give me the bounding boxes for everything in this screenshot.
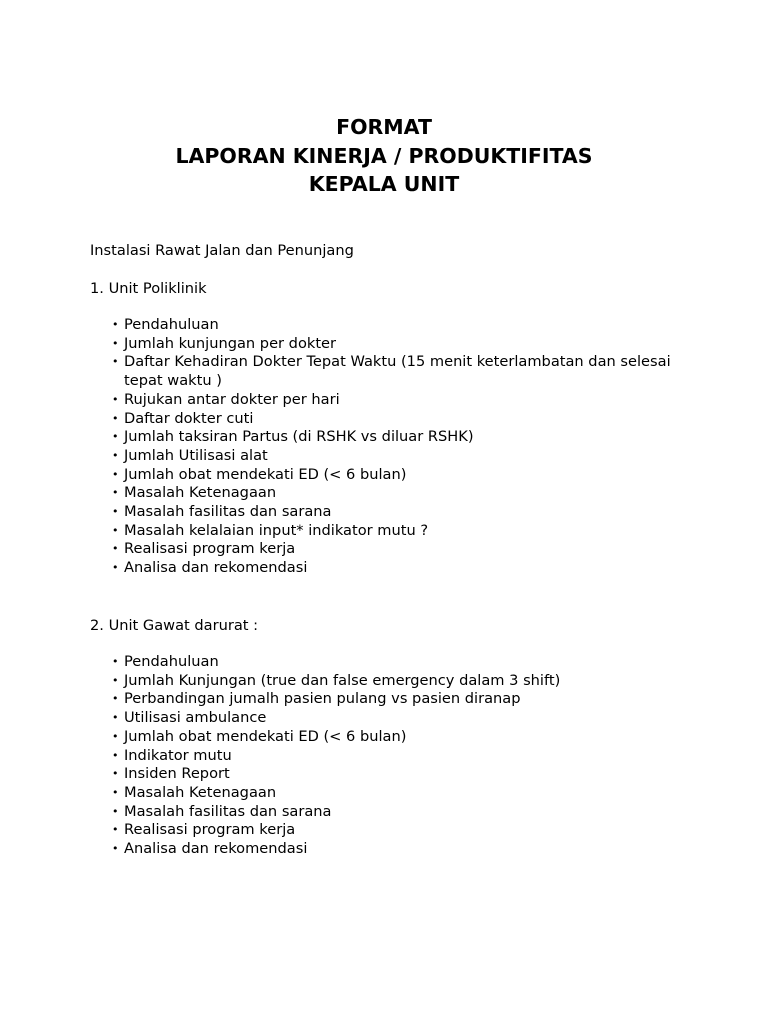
list-item-text: Jumlah obat mendekati ED (< 6 bulan) <box>124 727 407 745</box>
list-item <box>110 690 680 709</box>
bullet-icon: • <box>112 355 119 369</box>
list-item <box>110 484 680 503</box>
list-item <box>110 503 680 522</box>
title-line-unit-head: KEPALA UNIT <box>308 172 460 196</box>
title-line-format: FORMAT <box>336 115 432 139</box>
bullet-icon: • <box>112 336 119 350</box>
list-item-text: Masalah kelalaian input* indikator mutu ? <box>124 521 429 539</box>
list-item-text: Pendahuluan <box>124 653 219 670</box>
list-item-text: Realisasi program kerja <box>124 540 296 558</box>
bullet-icon: • <box>112 655 119 668</box>
bullet-icon: • <box>112 561 119 575</box>
unit-gawat-darurat-list <box>110 653 680 859</box>
list-item-text: Jumlah taksiran Partus (di RSHK vs diluar RSHK) <box>124 428 474 446</box>
bullet-icon: • <box>112 842 119 856</box>
list-item-text: Masalah Ketenagaan <box>124 783 277 801</box>
list-item <box>110 840 680 859</box>
bullet-icon: • <box>112 486 119 500</box>
title-line-report: LAPORAN KINERJA / PRODUKTIFITAS <box>175 143 593 168</box>
unit-poliklinik-list <box>110 316 680 578</box>
bullet-icon: • <box>112 804 119 818</box>
bullet-icon: • <box>112 430 119 444</box>
unit-heading-poliklinik: 1. Unit Poliklinik <box>90 280 207 297</box>
list-item-text: Jumlah Kunjungan (true dan false emergency dalam 3 shift) <box>124 671 561 689</box>
list-item <box>110 391 680 410</box>
list-item <box>110 540 680 559</box>
list-item <box>110 353 680 390</box>
list-item <box>110 335 680 354</box>
list-item-text: Jumlah Utilisasi alat <box>124 446 268 464</box>
bullet-icon: • <box>112 785 119 799</box>
bullet-icon: • <box>112 523 119 537</box>
bullet-icon: • <box>112 729 119 743</box>
section-heading: Instalasi Rawat Jalan dan Penunjang <box>90 242 354 259</box>
bullet-icon: • <box>112 823 119 837</box>
list-item-text: Analisa dan rekomendasi <box>124 559 308 577</box>
list-item <box>110 803 680 822</box>
list-item <box>110 447 680 466</box>
bullet-icon: • <box>112 505 119 519</box>
list-item <box>110 316 680 335</box>
list-item-text: Utilisasi ambulance <box>124 709 267 727</box>
list-item <box>110 559 680 578</box>
list-item <box>110 428 680 447</box>
bullet-icon: • <box>112 542 119 556</box>
list-item-text: Indikator mutu <box>124 746 232 764</box>
list-item-text: Realisasi program kerja <box>124 821 296 839</box>
list-item <box>110 709 680 728</box>
list-item-text: Rujukan antar dokter per hari <box>124 390 340 408</box>
list-item <box>110 522 680 541</box>
list-item <box>110 466 680 485</box>
list-item <box>110 410 680 429</box>
list-item-text: Masalah fasilitas dan sarana <box>124 802 332 820</box>
list-item <box>110 653 680 672</box>
bullet-icon: • <box>112 692 119 706</box>
bullet-icon: • <box>112 448 119 462</box>
bullet-icon: • <box>112 711 119 725</box>
list-item-text: Jumlah obat mendekati ED (< 6 bulan) <box>124 465 407 483</box>
bullet-icon: • <box>112 411 119 425</box>
list-item-text: Perbandingan jumalh pasien pulang vs pasien diranap <box>124 690 521 708</box>
bullet-icon: • <box>112 748 119 762</box>
list-item <box>110 747 680 766</box>
list-item-text: Pendahuluan <box>124 316 219 333</box>
list-item-text: Masalah Ketenagaan <box>124 484 277 502</box>
bullet-icon: • <box>112 673 119 687</box>
bullet-icon: • <box>112 318 119 331</box>
list-item <box>110 728 680 747</box>
list-item-text: Insiden Report <box>124 765 230 783</box>
list-item-text: Daftar dokter cuti <box>124 409 254 427</box>
bullet-icon: • <box>112 392 119 406</box>
list-item <box>110 765 680 784</box>
bullet-icon: • <box>112 467 119 481</box>
document-title <box>0 113 768 199</box>
unit-heading-gawat-darurat: 2. Unit Gawat darurat : <box>90 617 259 634</box>
list-item-text: Analisa dan rekomendasi <box>124 840 308 858</box>
list-item <box>110 784 680 803</box>
bullet-icon: • <box>112 767 119 781</box>
list-item-text: Jumlah kunjungan per dokter <box>124 334 337 352</box>
list-item <box>110 672 680 691</box>
list-item-text: Masalah fasilitas dan sarana <box>124 503 332 521</box>
list-item <box>110 821 680 840</box>
list-item-text: Daftar Kehadiran Dokter Tepat Waktu (15 menit keterlambatan dan selesai tepat waktu ) <box>124 353 671 390</box>
